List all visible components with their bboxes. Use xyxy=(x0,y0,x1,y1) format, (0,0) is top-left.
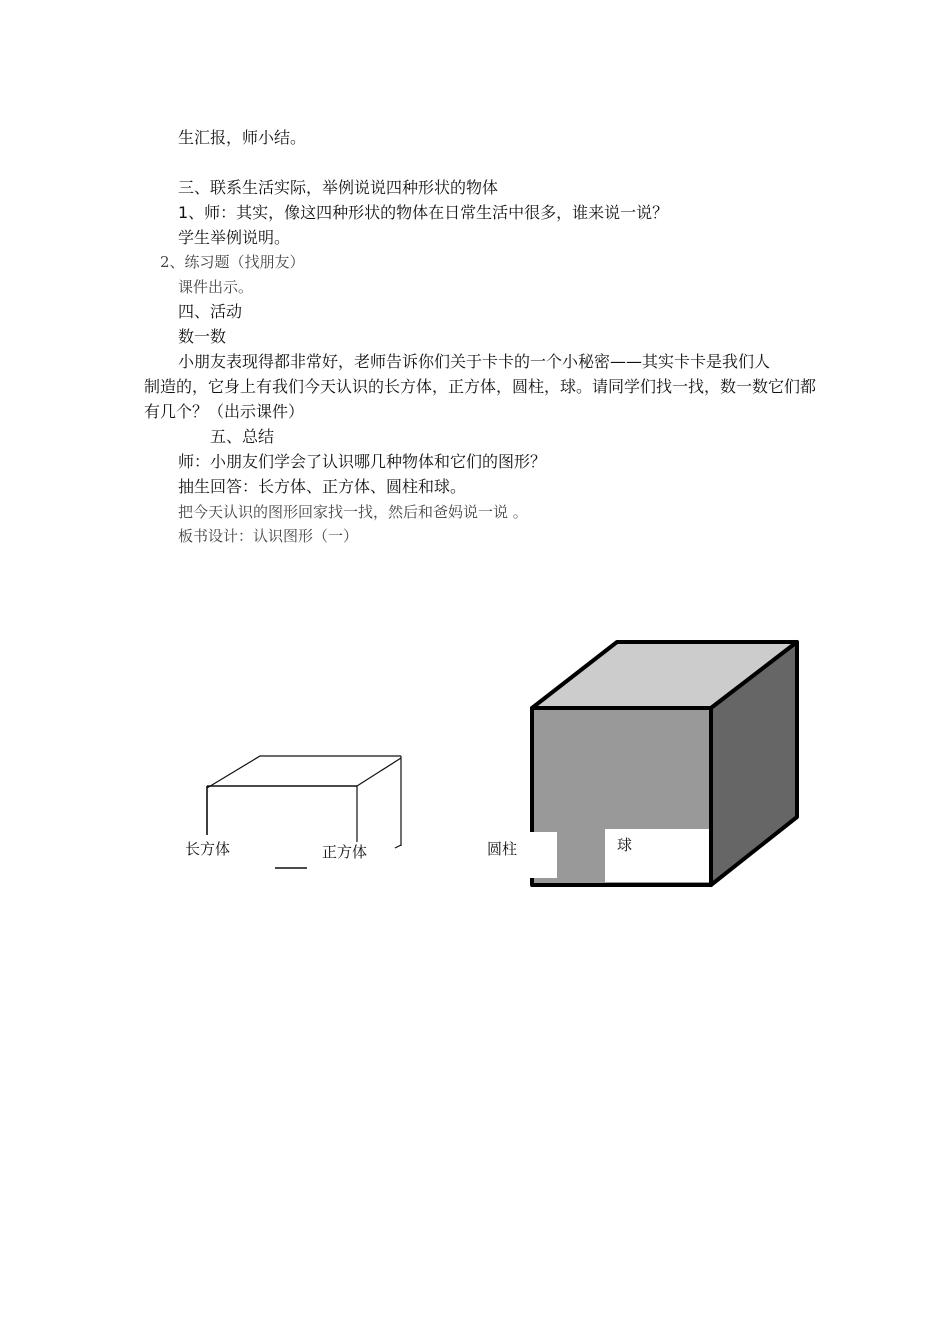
section-heading-3: 三、联系生活实际，举例说说四种形状的物体 xyxy=(178,178,499,197)
text-line-5: 2、练习题（找朋友） xyxy=(160,253,305,271)
text-line-13: 师：小朋友们学会了认识哪几种物体和它们的图形？ xyxy=(178,452,547,471)
cuboid-wireframe xyxy=(195,750,415,890)
text-line-4: 学生举例说明。 xyxy=(178,228,291,247)
text-line-10: 制造的，它身上有我们今天认识的长方体，正方体，圆柱，球。请同学们找一找，数一数它们都 xyxy=(144,377,817,396)
label-cube: 正方体 xyxy=(322,843,368,861)
section-heading-4: 四、活动 xyxy=(178,302,243,321)
text-line-3: 1、师：其实，像这四种形状的物体在日常生活中很多，谁来说一说？ xyxy=(178,203,669,222)
label-sphere: 球 xyxy=(617,836,633,854)
cube-solid xyxy=(525,635,815,905)
section-heading-5: 五、总结 xyxy=(210,427,275,446)
text-line-15: 把今天认识的图形回家找一找，然后和爸妈说一说 。 xyxy=(178,503,528,521)
text-line-6: 课件出示。 xyxy=(178,278,254,296)
text-line-14: 抽生回答：长方体、正方体、圆柱和球。 xyxy=(178,477,467,496)
text-line-16: 板书设计：认识图形（一） xyxy=(178,527,359,545)
label-cylinder: 圆柱 xyxy=(487,840,518,858)
text-line-9: 小朋友表现得都非常好，老师告诉你们关于卡卡的一个小秘密——其实卡卡是我们人 xyxy=(178,352,771,371)
text-line-1: 生汇报，师小结。 xyxy=(178,128,307,147)
label-cuboid: 长方体 xyxy=(185,840,231,858)
text-line-11: 有几个？（出示课件） xyxy=(144,402,305,421)
text-line-8: 数一数 xyxy=(178,327,227,346)
